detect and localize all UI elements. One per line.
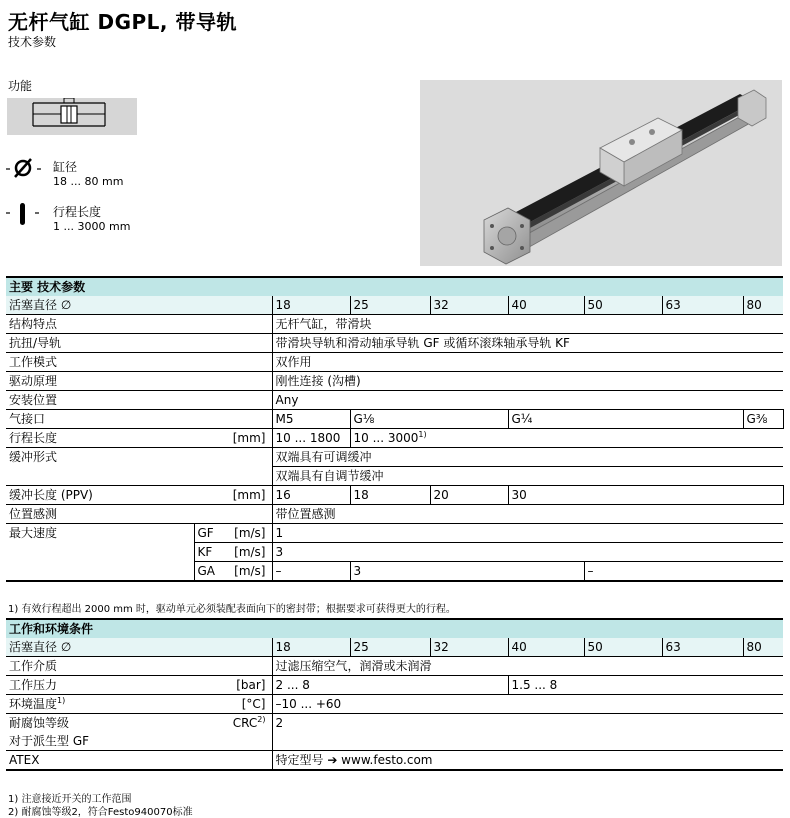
env-diameter-label: 活塞直径 ∅ — [6, 638, 272, 657]
row-drive-label: 驱动原理 — [6, 372, 272, 391]
env-temp-note: 1) — [57, 696, 66, 705]
row-speed-ga-18: – — [272, 562, 350, 582]
row-cushion-len-32: 20 — [430, 486, 508, 505]
diameter-label: 活塞直径 ∅ — [6, 296, 272, 315]
env-diameter-40: 40 — [508, 638, 584, 657]
env-atex-label: ATEX — [6, 751, 272, 771]
row-stroke-value-25-80 — [350, 429, 783, 448]
row-port-g14: G¼ — [508, 410, 662, 429]
row-speed-ga-25-40: 3 — [350, 562, 584, 582]
spec-stroke-value: 1 ... 3000 mm — [53, 220, 131, 233]
row-cushion-len-unit: [mm] — [220, 486, 272, 505]
row-port-spacer — [662, 410, 743, 429]
row-drive-value: 刚性连接 (沟槽) — [272, 372, 783, 391]
row-cushion-len-40-63: 30 — [508, 486, 783, 505]
row-mounting-value: Any — [272, 391, 783, 410]
row-mounting-label: 安装位置 — [6, 391, 272, 410]
env-temp-label-text: 环境温度 — [9, 697, 58, 711]
diameter-32: 32 — [430, 296, 508, 315]
env-corrosion-unit — [220, 714, 272, 733]
env-diameter-18: 18 — [272, 638, 350, 657]
main-table-title: 主要 技术参数 — [6, 277, 783, 296]
diameter-63: 63 — [662, 296, 743, 315]
row-speed-label: 最大速度 — [9, 526, 58, 541]
diameter-18: 18 — [272, 296, 350, 315]
row-speed-ga-unit: [m/s] — [220, 562, 272, 582]
row-speed-gf-value: 1 — [272, 524, 783, 543]
env-corrosion-unit-text: CRC — [232, 716, 258, 730]
row-port-g38: G⅜ — [743, 410, 783, 429]
env-corrosion-note: 2) — [257, 715, 266, 724]
row-speed-ga-label: GA — [194, 562, 220, 582]
function-symbol — [7, 98, 137, 135]
row-cushion-value-1: 双端具有可调缓冲 — [272, 448, 783, 467]
env-corrosion-label-2: 对于派生型 GF — [6, 732, 272, 751]
row-speed-gf-label: GF — [194, 524, 220, 543]
function-label: 功能 — [8, 79, 33, 93]
env-pressure-unit: [bar] — [220, 676, 272, 695]
row-sensing-value: 带位置感测 — [272, 505, 783, 524]
row-cushion-len-25: 18 — [350, 486, 430, 505]
spec-stroke-label: 行程长度 — [53, 205, 102, 219]
row-speed-kf-value: 3 — [272, 543, 783, 562]
page-subtitle: 技术参数 — [8, 35, 57, 49]
env-diameter-32: 32 — [430, 638, 508, 657]
rodless-cylinder-image — [420, 80, 782, 266]
env-corrosion-spacer — [272, 732, 783, 751]
row-speed-ga-50-80: – — [584, 562, 783, 582]
env-diameter-80: 80 — [743, 638, 783, 657]
row-cushion-label: 缓冲形式 — [9, 450, 58, 465]
row-speed-kf-label: KF — [194, 543, 220, 562]
page-title: 无杆气缸 DGPL, 带导轨 — [8, 10, 237, 34]
diameter-80: 80 — [743, 296, 783, 315]
product-photo — [420, 80, 782, 266]
row-mode-value: 双作用 — [272, 353, 783, 372]
row-cushion-len-label: 缓冲长度 (PPV) — [6, 486, 220, 505]
row-port-m5: M5 — [272, 410, 350, 429]
diameter-50: 50 — [584, 296, 662, 315]
env-diameter-25: 25 — [350, 638, 430, 657]
row-speed-gf-unit: [m/s] — [220, 524, 272, 543]
env-corrosion-label: 耐腐蚀等级 — [9, 716, 70, 730]
env-table-title: 工作和环境条件 — [6, 619, 783, 638]
row-guide-value: 带滑块导轨和滑动轴承导轨 GF 或循环滚珠轴承导轨 KF — [272, 334, 783, 353]
row-stroke-value-text: 10 ... 3000 — [353, 431, 419, 445]
row-cushion-spacer — [6, 467, 272, 486]
env-atex-value[interactable]: 特定型号 ➔ www.festo.com — [272, 751, 783, 771]
row-sensing-label: 位置感测 — [6, 505, 272, 524]
env-diameter-63: 63 — [662, 638, 743, 657]
env-temp-value: –10 ... +60 — [272, 695, 783, 714]
env-temp-unit: [°C] — [220, 695, 272, 714]
env-medium-label: 工作介质 — [6, 657, 272, 676]
env-footnote-2: 2) 耐腐蚀等级2，符合Festo940070标准 — [8, 807, 193, 818]
env-temp-label — [6, 695, 220, 714]
row-cushion-value-2: 双端具有自调节缓冲 — [272, 467, 783, 486]
row-stroke-label: 行程长度 — [6, 429, 220, 448]
env-medium-value: 过滤压缩空气，润滑或未润滑 — [272, 657, 783, 676]
row-mode-label: 工作模式 — [6, 353, 272, 372]
spec-diameter-value: 18 ... 80 mm — [53, 175, 124, 188]
stroke-length-icon — [6, 203, 42, 227]
row-speed-kf-unit: [m/s] — [220, 543, 272, 562]
cylinder-symbol-icon — [7, 98, 137, 135]
row-speed-spacer-2 — [6, 562, 194, 582]
spec-diameter-label: 缸径 — [53, 160, 78, 174]
row-port-label: 气接口 — [6, 410, 272, 429]
main-specs-table — [6, 276, 783, 582]
env-corrosion-value: 2 — [272, 714, 783, 733]
row-design-label: 结构特点 — [6, 315, 272, 334]
diameter-40: 40 — [508, 296, 584, 315]
env-pressure-value-1: 2 ... 8 — [272, 676, 508, 695]
row-speed-spacer-1 — [6, 543, 194, 562]
env-pressure-value-2: 1.5 ... 8 — [508, 676, 783, 695]
diameter-icon — [6, 158, 42, 180]
row-guide-label: 抗扭/导轨 — [6, 334, 272, 353]
row-port-g18: G⅛ — [350, 410, 508, 429]
env-pressure-label: 工作压力 — [6, 676, 220, 695]
row-stroke-note: 1) — [418, 430, 427, 439]
env-diameter-50: 50 — [584, 638, 662, 657]
env-specs-table — [6, 618, 783, 771]
row-cushion-len-18: 16 — [272, 486, 350, 505]
env-footnote-1: 1) 注意接近开关的工作范围 — [8, 794, 132, 805]
row-design-value: 无杆气缸，带滑块 — [272, 315, 783, 334]
row-stroke-value-18: 10 ... 1800 — [272, 429, 350, 448]
row-stroke-unit: [mm] — [220, 429, 272, 448]
diameter-25: 25 — [350, 296, 430, 315]
main-table-footnote: 1) 有效行程超出 2000 mm 时，驱动单元必须装配表面向下的密封带；根据要求可获得更大的行程。 — [8, 604, 456, 615]
